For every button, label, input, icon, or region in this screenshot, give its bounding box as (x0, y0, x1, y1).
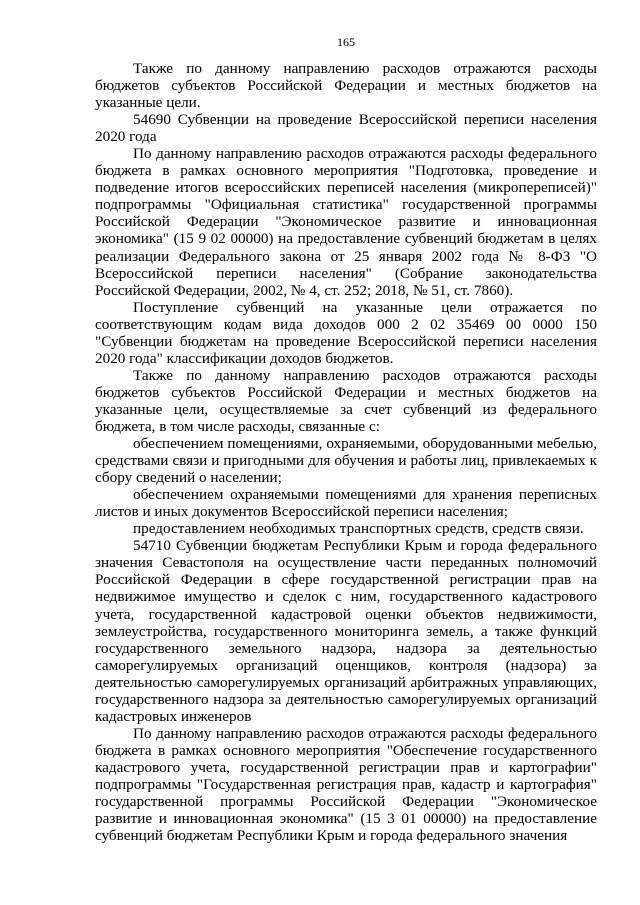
list-item: обеспечением охраняемыми помещениями для хранения переписных листов и иных документов Всероссийской переписи населения; (95, 486, 597, 521)
list-item: обеспечением помещениями, охраняемыми, оборудованными мебелью, средствами связи и пригодными для обучения и работы лиц, привлекаемых к сбору сведений о населении; (95, 435, 597, 487)
document-body (95, 60, 597, 844)
paragraph: По данному направлению расходов отражаются расходы федерального бюджета в рамках основного мероприятия "Подготовка, проведение и подведение итогов всероссийских переписей населения (микропереписей)" подпрограммы "Официальная статистика" государственной программы Российской Федерации "Экономическое развитие и инновационная экономика" (15 9 02 00000) на предоставление субвенций бюджетам в целях реализации Федерального закона от 25 января 2002 года № 8-ФЗ "О Всероссийской переписи населения" (Собрание законодательства Российской Федерации, 2002, № 4, ст. 252; 2018, № 51, ст. 7860). (95, 145, 597, 299)
paragraph: Также по данному направлению расходов отражаются расходы бюджетов субъектов Российской Федерации и местных бюджетов на указанные цели. (95, 60, 597, 112)
paragraph: Также по данному направлению расходов отражаются расходы бюджетов субъектов Российской Федерации и местных бюджетов на указанные цели, осуществляемые за счет субвенций из федерального бюджета, в том числе расходы, связанные с: (95, 366, 597, 435)
section-heading: 54710 Субвенции бюджетам Республики Крым и города федерального значения Севастополя на осуществление части переданных полномочий Российской Федерации в сфере государственной регистрации прав на недвижимое имущество и сделок с ним, государственного кадастрового учета, государственной кадастровой оценки объектов недвижимости, землеустройства, государственного мониторинга земель, а также функций государственного земельного надзора, надзора за деятельностью саморегулируемых организаций оценщиков, контроля (надзора) за деятельностью саморегулируемых организаций арбитражных управляющих, государственного надзора за деятельностью саморегулируемых организаций кадастровых инженеров (95, 537, 597, 725)
list-item: предоставлением необходимых транспортных средств, средств связи. (133, 520, 584, 538)
page-number: 165 (337, 35, 355, 49)
paragraph: По данному направлению расходов отражаются расходы федерального бюджета в рамках основного мероприятия "Обеспечение государственного кадастрового учета, государственной регистрации прав и картографии" подпрограммы "Государственная регистрация прав, кадастр и картография" государственной программы Российской Федерации "Экономическое развитие и инновационная экономика" (15 3 01 00000) на предоставление субвенций бюджетам Республики Крым и города федерального значения (95, 724, 597, 845)
paragraph: Поступление субвенций на указанные цели отражается по соответствующим кодам вида доходов 000 2 02 35469 00 0000 150 "Субвенции бюджетам на проведение Всероссийской переписи населения 2020 года" классификации доходов бюджетов. (95, 298, 597, 367)
section-heading: 54690 Субвенции на проведение Всероссийской переписи населения 2020 года (95, 111, 597, 146)
